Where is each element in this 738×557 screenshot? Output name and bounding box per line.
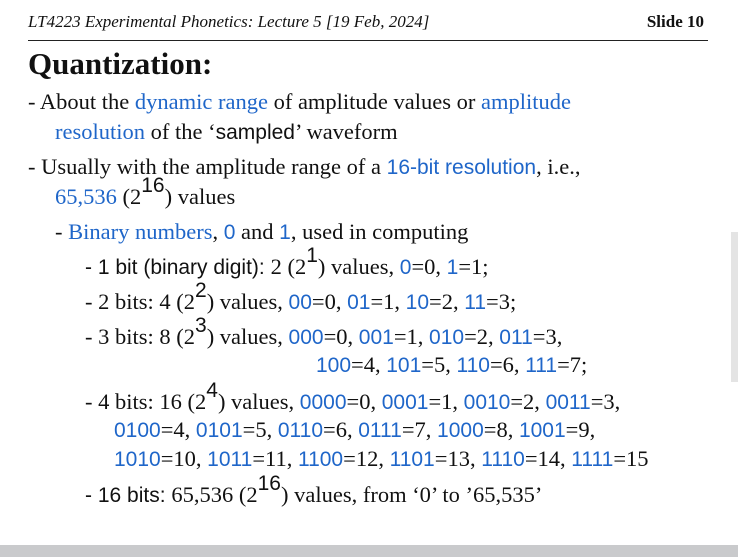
- sub-bullet-binary: - Binary numbers, 0 and 1, used in computing: [55, 219, 469, 244]
- decimal-value: =1,: [393, 324, 430, 349]
- bullet-dynamic-range-cont: resolution of the ‘sampled’ waveform: [55, 119, 398, 144]
- term-amplitude: amplitude: [481, 89, 572, 114]
- decimal-value: =11,: [252, 446, 298, 471]
- decimal-value: =2,: [429, 289, 465, 314]
- binary-code: 01: [347, 291, 371, 314]
- bullet-16-bit-cont: 65,536 $(2^{16})$ values: [55, 174, 236, 209]
- decimal-value: =4,: [160, 417, 196, 442]
- term-16-bit-resolution: 16-bit resolution: [386, 156, 537, 179]
- binary-code: 1110: [481, 448, 525, 471]
- term-65536: 65,536: [55, 184, 117, 209]
- value-list: [289, 324, 563, 349]
- binary-code: 001: [358, 326, 394, 349]
- line-4-bits-cont-2: [114, 448, 649, 471]
- binary-code: 10: [405, 291, 430, 314]
- binary-code: 1010: [114, 448, 161, 471]
- decimal-value: =10,: [160, 446, 208, 471]
- bullet-dynamic-range: - About the dynamic range of amplitude values or amplitude: [28, 89, 572, 114]
- decimal-value: =12,: [343, 446, 390, 471]
- decimal-value: =1,: [428, 389, 464, 414]
- bottom-bar: [0, 545, 738, 557]
- line-3-bits-cont: [316, 354, 587, 377]
- page-edge-shadow: [731, 232, 738, 382]
- binary-code: 11: [464, 291, 487, 314]
- decimal-value: =7;: [557, 352, 588, 377]
- term-dynamic-range: dynamic range: [134, 89, 268, 114]
- decimal-value: =0,: [311, 289, 348, 314]
- decimal-value: =14,: [524, 446, 572, 471]
- line-16-bits: - 16 bits: 65,536 $(2^{16})$ values, from ‘0’ to ’65,535’: [85, 472, 543, 507]
- decimal-value: =4,: [351, 352, 387, 377]
- binary-code: 0110: [277, 419, 324, 442]
- binary-code: 0001: [381, 391, 429, 414]
- binary-code: 1111: [571, 448, 614, 471]
- slide-number: Slide 10: [646, 12, 704, 31]
- decimal-value: =13,: [434, 446, 482, 471]
- binary-code: 1001: [518, 419, 566, 442]
- decimal-value: =0,: [323, 324, 359, 349]
- binary-code: 100: [316, 354, 352, 377]
- value-list: [289, 289, 517, 314]
- word-sampled: sampled: [215, 121, 295, 144]
- decimal-value: =3,: [532, 324, 563, 349]
- binary-code: 0010: [463, 391, 511, 414]
- binary-code: 011: [499, 326, 533, 349]
- line-4-bits: - 4 bits: 16 $(2^4)$ values, 0000=0, 0001=1, 0010=2, 0011=3,: [85, 379, 621, 414]
- binary-code: 010: [429, 326, 465, 349]
- binary-code: 1011: [207, 448, 253, 471]
- binary-code: 0111: [358, 419, 402, 442]
- term-resolution: resolution: [55, 119, 145, 144]
- binary-code: 0101: [195, 419, 243, 442]
- decimal-value: =1,: [370, 289, 406, 314]
- line-3-bits: - 3 bits: 8 $(2^3)$ values, 000=0, 001=1, 010=2, 011=3,: [85, 314, 563, 349]
- binary-code: 111: [525, 354, 558, 377]
- binary-code: 0000: [299, 391, 347, 414]
- binary-code: 000: [288, 326, 324, 349]
- decimal-value: =15: [613, 446, 649, 471]
- binary-code: 1000: [437, 419, 484, 442]
- decimal-value: =6,: [489, 352, 526, 377]
- decimal-value: =8,: [483, 417, 519, 442]
- value-list: [300, 389, 621, 414]
- slide-heading: Quantization:: [28, 46, 213, 81]
- value-list: [114, 446, 649, 471]
- decimal-value: =5,: [242, 417, 278, 442]
- binary-code: 1100: [297, 448, 344, 471]
- binary-code: 110: [456, 354, 490, 377]
- binary-code: 1101: [389, 448, 435, 471]
- decimal-value: =0,: [346, 389, 382, 414]
- binary-code: 00: [288, 291, 312, 314]
- binary-code: 0100: [114, 419, 161, 442]
- decimal-value: =6,: [323, 417, 359, 442]
- value-list: [316, 352, 587, 377]
- bullet-16-bit: - Usually with the amplitude range of a 16-bit resolution, i.e.,: [28, 154, 581, 179]
- binary-code: 0011: [545, 391, 591, 414]
- course-title: LT4223 Experimental Phonetics: Lecture 5 [19 Feb, 2024]: [28, 12, 430, 31]
- decimal-value: =3,: [590, 389, 621, 414]
- line-2-bits: - 2 bits: 4 $(2^2)$ values, 00=0, 01=1, 10=2, 11=3;: [85, 279, 517, 314]
- line-1-bit: - 1 bit (binary digit): 2 $(2^1)$ values, 0=0, 1=1;: [85, 244, 489, 279]
- binary-code: 101: [386, 354, 422, 377]
- decimal-value: =2,: [464, 324, 500, 349]
- value-list: [114, 417, 595, 442]
- line-4-bits-cont-1: [114, 419, 595, 442]
- decimal-value: =2,: [510, 389, 546, 414]
- decimal-value: =5,: [421, 352, 457, 377]
- term-binary-numbers: Binary numbers: [68, 219, 213, 244]
- decimal-value: =7,: [401, 417, 438, 442]
- decimal-value: =9,: [565, 417, 596, 442]
- header-divider: [28, 40, 708, 41]
- decimal-value: =3;: [486, 289, 517, 314]
